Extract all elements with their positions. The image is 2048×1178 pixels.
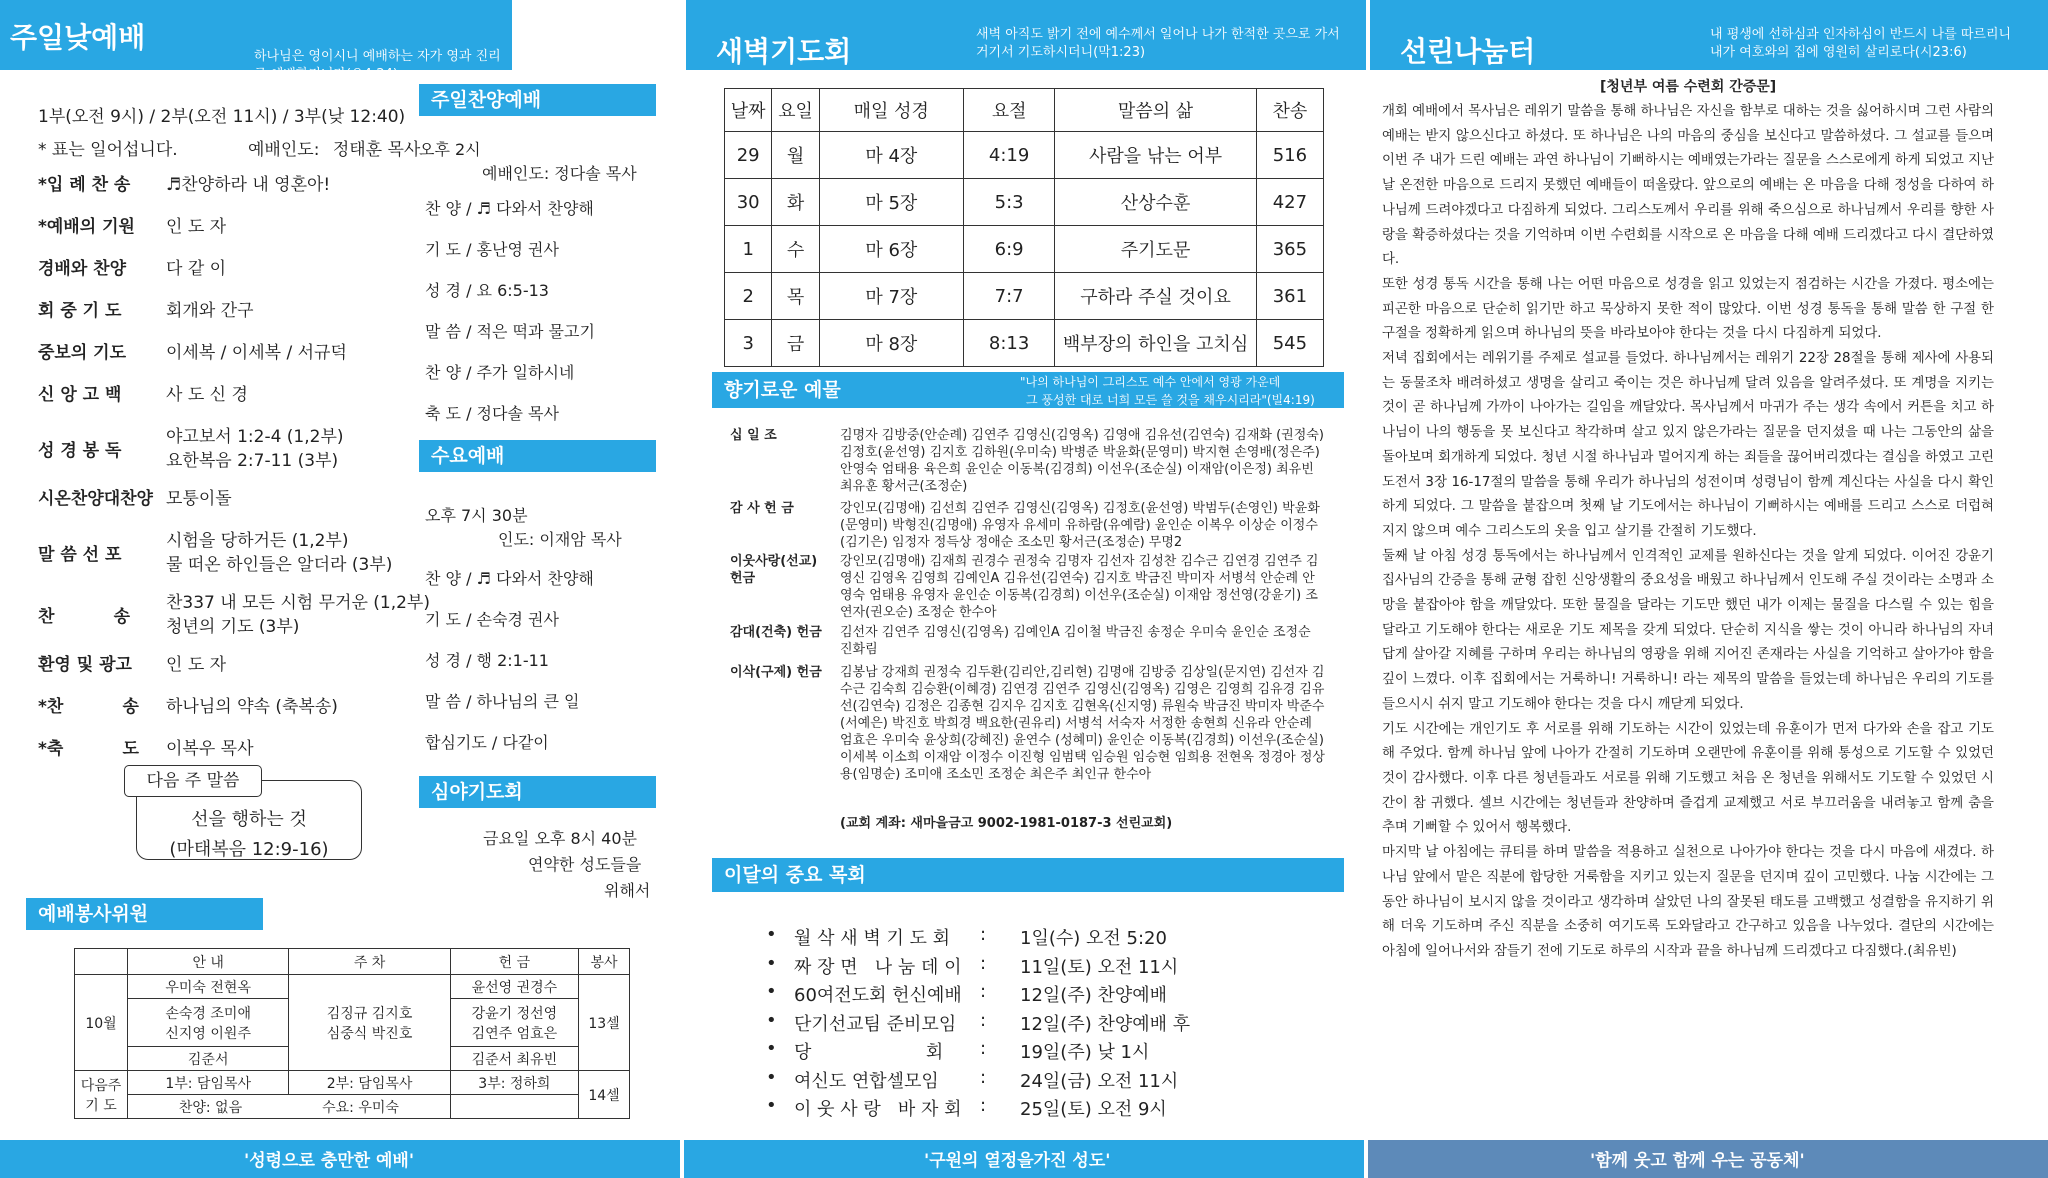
- event-bullet: •: [766, 1009, 777, 1031]
- order-label: *찬 송: [38, 697, 139, 717]
- svc-r1c1: 우미숙 전현옥: [128, 975, 289, 999]
- event-colon: :: [980, 924, 987, 945]
- dawn-cell: 마 6장: [819, 226, 963, 273]
- night-line-3: 위해서: [604, 881, 651, 900]
- service-item: 말 씀 / 하나님의 큰 일: [425, 692, 580, 711]
- service-item: 찬 양 / ♬ 다와서 찬양해: [425, 199, 594, 218]
- svc-n4-n5: [128, 1095, 451, 1119]
- dawn-cell: 마 8장: [819, 320, 963, 367]
- offering-group: [730, 664, 1330, 782]
- worship-leader: [248, 135, 420, 160]
- testimony-paragraph: 마지막 날 아침에는 큐티를 하며 말씀을 적용하고 실천으로 나아가야 한다는 것을 다시 마음에 새겼다. 하나님 앞에서 맡은 직분에 합당한 거룩함을 지키고 있는지 질문을 던지며 깊이 고민했다. 나눔 시간에는 그동안 하나님이 보시지 않을 것이라고 생각하며 살았던 나의 잘못된 태도를 고백했고 성결함을 유지하기 위해 더욱 기도하며 주신 직분을 소중히 여기도록 도와달라고 간구하고 있음을 나누었다. 결단의 시간에는 아침에 일어나서와 잠들기 전에 기도로 하루의 시작과 끝을 하나님께 드리겠다고 다짐했다.(최유빈): [1382, 845, 1994, 959]
- offering-title: 향기로운 예물: [712, 372, 1344, 408]
- svc-n1: 1부: 담임목사: [128, 1071, 289, 1095]
- order-value: ♬찬양하라 내 영혼아!: [166, 175, 331, 195]
- event-colon: :: [980, 1066, 987, 1088]
- event-bullet: •: [766, 924, 777, 945]
- night-prayer-title: 심야기도회: [419, 776, 656, 808]
- order-value: 야고보서 1:2-4 (1,2부): [166, 427, 344, 447]
- event-date: 19일(주) 낮 1시: [1020, 1042, 1150, 1063]
- svc-month: 10월: [75, 975, 128, 1071]
- dawn-cell: 1: [725, 226, 772, 273]
- svc-n3: 3부: 정하희: [450, 1071, 578, 1095]
- leader-label: 예배인도:: [248, 140, 320, 160]
- order-value-2: 요한복음 2:7-11 (3부): [166, 451, 339, 471]
- praise-leader: 예배인도: 정다솔 목사: [482, 164, 637, 183]
- order-label: 성 경 봉 독: [38, 441, 122, 461]
- order-label: *예배의 기원: [38, 217, 135, 237]
- dawn-cell: 사람을 낚는 어부: [1055, 132, 1257, 179]
- order-row: [38, 338, 408, 376]
- event-name: 짜 장 면 나 눔 데 이: [794, 956, 962, 978]
- svc-r2c1: [128, 999, 289, 1047]
- event-name: 월 삭 새 벽 기 도 회: [794, 928, 951, 949]
- event-bullet: •: [766, 952, 777, 974]
- order-row: [38, 422, 408, 476]
- event-name: 당 회: [794, 1042, 944, 1063]
- worship-times: 1부(오전 9시) / 2부(오전 11시) / 3부(낮 12:40): [38, 107, 406, 127]
- event-colon: :: [980, 952, 987, 974]
- event-name: 60여전도회 헌신예배: [794, 985, 962, 1006]
- dawn-row: [725, 273, 1324, 320]
- event-bullet: •: [766, 1038, 777, 1059]
- offering-group-names: 김선자 김연주 김영신(김영옥) 김예인A 김이철 박금진 송정순 우미숙 윤인순 조정순 진화림: [840, 625, 1311, 657]
- dawn-header-cell: 매일 성경: [819, 89, 963, 132]
- dawn-cell: 수: [772, 226, 819, 273]
- svc-h1: 안 내: [128, 949, 289, 975]
- dawn-cell: 화: [772, 179, 819, 226]
- svc-n4: 찬양: 없음: [178, 1099, 243, 1116]
- service-item: 말 씀 / 적은 떡과 물고기: [425, 322, 595, 341]
- dawn-cell: 2: [725, 273, 772, 320]
- col3-header: [1370, 0, 2048, 70]
- order-value: 이세복 / 이세복 / 서규덕: [166, 343, 347, 363]
- order-row: [38, 526, 408, 580]
- dawn-cell: 8:13: [963, 320, 1054, 367]
- dawn-row: [725, 226, 1324, 273]
- offering-group-label: 감 사 헌 금: [730, 501, 794, 516]
- order-label: *축 도: [38, 739, 139, 759]
- order-value: 이복우 목사: [166, 739, 254, 759]
- service-item: 기 도 / 손숙경 권사: [425, 610, 559, 629]
- wednesday-time: 오후 7시 30분: [425, 506, 528, 525]
- svc-h4: 봉사: [579, 949, 630, 975]
- order-value: 모퉁이돌: [166, 489, 232, 509]
- event-date: 1일(수) 오전 5:20: [1020, 928, 1167, 949]
- order-value: 다 같 이: [166, 259, 227, 279]
- dawn-cell: 30: [725, 179, 772, 226]
- svc-next-b: 기 도: [85, 1097, 117, 1114]
- svc-r2c2: [289, 975, 450, 1071]
- testimony-subtitle: [청년부 여름 수련회 간증문]: [1600, 79, 1777, 95]
- offering-group-names: 김봉남 강재희 권정숙 김두환(김리안,김리현) 김명애 김방중 김상일(문지연) 김선자 김수근 김숙희 김승환(이혜경) 김연경 김연주 김영신(김영옥) 김영은 김영희 김유경 김유선(김연숙) 김정은 김종현 김지우 김지호 김현옥(신지영) 류원숙 박금진 박미자 박준수(서예은) 박진호 박희경 백요한(권유리) 서병석 서숙자 서정한 송현희 신유라 안순례 엄효은 우미숙 윤상희(강혜진) 윤연수 (성혜미) 윤인순 이동복(김경희) 이선우(조순실) 이세복 이소희 이재암 이정수 이진형 임범택 임승원 임승현 임희용 전현옥 정경아 정상용(임명순) 조미애 조소민 조정순 최은주 최인규 한수아: [840, 665, 1325, 782]
- service-item: 성 경 / 행 2:1-11: [425, 651, 549, 670]
- order-value: 찬337 내 모든 시험 무거운 (1,2부): [166, 593, 430, 613]
- svc-cell2: 14셀: [579, 1071, 630, 1119]
- dawn-cell: 금: [772, 320, 819, 367]
- order-label: 찬 송: [38, 607, 131, 627]
- night-line-2: 연약한 성도들을: [528, 855, 642, 874]
- order-row: [38, 650, 408, 688]
- dawn-cell: 백부장의 하인을 고치심: [1055, 320, 1257, 367]
- event-bullet: •: [766, 981, 777, 1002]
- order-row: [38, 254, 408, 292]
- order-row: [38, 484, 408, 522]
- order-value-2: 청년의 기도 (3부): [166, 617, 300, 637]
- testimony-paragraph: 또한 성경 통독 시간을 통해 나는 어떤 마음으로 성경을 읽고 있었는지 점검하는 시간을 가졌다. 평소에는 피곤한 마음으로 단순히 읽기만 하고 묵상하지 못한 적이 많았다. 이번 성경 통독을 통해 말씀 한 구절 한 구절을 정확하게 읽으며 하나님의 뜻을 바라보아야 한다는 것을 다시 다짐하게 되었다.: [1382, 276, 1994, 342]
- col2-footer: '구원의 열정을가진 성도': [924, 1151, 1111, 1171]
- offering-group: [730, 427, 1330, 494]
- event-bullet: •: [766, 1095, 777, 1116]
- order-label: *입 례 찬 송: [38, 175, 131, 195]
- svc-r2c3: [450, 999, 578, 1047]
- dawn-cell: 목: [772, 273, 819, 320]
- event-name: 여신도 연합셀모임: [794, 1070, 939, 1092]
- testimony-paragraph: 기도 시간에는 개인기도 후 서로를 위해 기도하는 시간이 있었는데 유훈이가 먼저 다가와 손을 잡고 기도해 주었다. 함께 하나님 앞에 나아가 간절히 기도하며 오랜만에 유훈이를 위해 통성으로 기도할 수 있었던 것이 감사했다. 이후 다른 청년들과도 서로를 위해 기도했고 처음 온 청년을 위해서도 기도할 수 있었던 시간이 참 귀했다. 셀브 시간에는 청년들과 찬양하며 즐겁게 교제했고 서로 부끄러움을 내려놓고 함께 춤을 추며 기뻐할 수 있어서 행복했다.: [1382, 721, 1994, 836]
- col3-footer: '함께 웃고 함께 우는 공동체': [1590, 1151, 1805, 1171]
- col3-verse-1: 내 평생에 선하심과 인자하심이 반드시 나를 따르리니: [1710, 27, 2012, 42]
- svc-next-a: 다음주: [80, 1077, 122, 1094]
- leader-name: 정태훈 목사: [332, 140, 421, 160]
- event-name: 단기선교팀 준비모임: [794, 1013, 957, 1035]
- service-item: 합심기도 / 다같이: [425, 733, 549, 752]
- dawn-cell: 마 5장: [819, 179, 963, 226]
- event-colon: :: [980, 1009, 987, 1031]
- service-item: 축 도 / 정다솔 목사: [425, 404, 559, 423]
- dawn-cell: 월: [772, 132, 819, 179]
- event-date: 25일(토) 오전 9시: [1020, 1099, 1167, 1120]
- order-label: 신 앙 고 백: [38, 385, 122, 405]
- dawn-row: [725, 132, 1324, 179]
- dawn-cell: 361: [1256, 273, 1323, 320]
- offering-group-label: 감대(건축) 헌금: [730, 625, 822, 640]
- offering-account: (교회 계좌: 새마을금고 9002-1981-0187-3 선린교회): [840, 816, 1173, 831]
- wednesday-title: 수요예배: [419, 440, 656, 472]
- dawn-header-cell: 말씀의 삶: [1055, 89, 1257, 132]
- dawn-cell: 427: [1256, 179, 1323, 226]
- svc-r1c3: 윤선영 권경수: [450, 975, 578, 999]
- dawn-header-cell: 날짜: [725, 89, 772, 132]
- service-item: 찬 양 / 주가 일하시네: [425, 363, 575, 382]
- svc-n2: 2부: 담임목사: [289, 1071, 450, 1095]
- col1-header: [0, 0, 512, 82]
- order-value: 사 도 신 경: [166, 385, 248, 405]
- offering-group: [730, 553, 1330, 620]
- dawn-cell: 7:7: [963, 273, 1054, 320]
- service-item: 찬 양 / ♬ 다와서 찬양해: [425, 569, 594, 588]
- col2-title: 새벽기도회: [716, 35, 852, 68]
- dawn-header-row: [725, 89, 1324, 132]
- svc-r2c2a: 김징규 김지호: [326, 1005, 413, 1022]
- next-week-ref: (마태복음 12:9-16): [169, 839, 329, 860]
- event-bullet: •: [766, 1066, 777, 1088]
- order-value-2: 물 떠온 하인들은 알더라 (3부): [166, 555, 393, 575]
- dawn-cell: 516: [1256, 132, 1323, 179]
- offering-group-names: 강인모(김명애) 김재희 권경수 권정숙 김명자 김선자 김성찬 김수근 김연경 김연주 김영신 김영옥 김영희 김예인A 김유선(김연숙) 김지호 박금진 박미자 서병석 안순례 안영숙 엄태용 유영자 윤인순 이동복(김경희) 이선우(조순실) 이재암 정선영(강윤기) 조연자(권오순) 조정순 한수아: [840, 554, 1319, 620]
- col3-footer-bar: [1368, 1140, 2048, 1178]
- service-item: 성 경 / 요 6:5-13: [425, 281, 549, 300]
- dawn-table: [724, 88, 1324, 367]
- order-label: 환영 및 광고: [38, 655, 132, 675]
- svc-next-label: [75, 1071, 128, 1119]
- dawn-cell: 4:19: [963, 132, 1054, 179]
- svc-cell1: 13셀: [579, 975, 630, 1071]
- dawn-cell: 마 7장: [819, 273, 963, 320]
- next-week-label: 다음 주 말씀: [124, 765, 262, 797]
- order-row: [38, 588, 430, 642]
- order-row: [38, 692, 408, 730]
- dawn-cell: 마 4장: [819, 132, 963, 179]
- order-row: [38, 170, 408, 208]
- event-date: 12일(주) 찬양예배 후: [1020, 1013, 1191, 1035]
- svc-n5: 수요: 우미숙: [322, 1099, 399, 1116]
- praise-time: 오후 2시: [419, 140, 481, 159]
- events-title: 이달의 중요 목회: [712, 858, 1344, 892]
- col1-title: 주일낮예배: [10, 21, 146, 54]
- service-table: [74, 948, 630, 1119]
- dawn-header-cell: 찬송: [1256, 89, 1323, 132]
- testimony-paragraph: 둘째 날 아침 성경 통독에서는 하나님께서 인격적인 교제를 원하신다는 것을 알게 되었다. 이어진 강윤기 집사님의 간증을 통해 균형 잡힌 신앙생활의 중요성을 배웠고 하나님께서 인도해 주실 것이라는 소명과 소망을 붙잡아야 함을 깨달았다. 또한 물질을 달라는 기도만 했던 내가 이제는 물질을 다스릴 수 있는 힘을 달라고 기도해야 한다는 새로운 기도 제목을 갖게 되었다. 단순히 지식을 쌓는 것이 아니라 하나님의 자녀답게 살아갈 지혜를 구하며 우리는 하나님의 영광을 위해 지어진 존재라는 사실을 기억하고 살아가야 함을 깊이 느꼈다. 이후 집회에서는 거룩하니! 거룩하니! 라는 제목의 말씀을 들었는데 하나님은 우리의 기도를 들으시시 쉬지 말고 기도해야 한다는 것을 다시 깨닫게 되었다.: [1382, 548, 1994, 712]
- order-label: 회 중 기 도: [38, 301, 122, 321]
- col2-verse-2: 거기서 기도하시더니(막1:23): [976, 45, 1146, 60]
- col3-verse-2: 내가 여호와의 집에 영원히 살리로다(시23:6): [1710, 45, 1967, 60]
- offering-group: [730, 500, 1330, 560]
- col2-footer-bar: [684, 1140, 1364, 1178]
- testimony-text: [1382, 100, 1994, 965]
- dawn-body: [725, 132, 1324, 367]
- offering-group-names: 강인모(김명애) 김선희 김연주 김영신(김영옥) 김정호(윤선영) 박범두(손영인) 박윤화(문영미) 박형진(김명애) 유영자 유세미 유하람(유예람) 윤인순 이복우 이상순 이정수(김기은) 임정자 정득상 정애순 조소민 황서근(조정순) 무명2: [840, 501, 1320, 550]
- offering-group-names: 김명자 김방중(안순례) 김연주 김영신(김영옥) 김영애 김유선(김연숙) 김재화 (권정숙) 김정호(윤선영) 김지호 김하원(우미숙) 박병준 박윤화(문영미) 박지현 손영배(정은주) 안영숙 엄태용 육은희 윤인순 이동복(김경희) 이선우(조순실) 이재암(이은정) 최유빈 최유훈 황서근(조정순): [840, 428, 1324, 494]
- order-value: 인 도 자: [166, 217, 227, 237]
- service-item: 기 도 / 홍난영 권사: [425, 240, 559, 259]
- col1-footer: '성령으로 충만한 예배': [244, 1151, 415, 1171]
- dawn-cell: 6:9: [963, 226, 1054, 273]
- dawn-cell: 29: [725, 132, 772, 179]
- event-date: 11일(토) 오전 11시: [1020, 956, 1179, 978]
- standing-note: * 표는 일어섭니다.: [38, 140, 178, 160]
- svc-r3c1: 김준서: [128, 1047, 289, 1071]
- col1-verse: 하나님은 영이시니 예배하는 자가 영과 진리로 예배할지니라(요4:24): [254, 49, 501, 82]
- order-value: 하나님의 약속 (축복송): [166, 697, 338, 717]
- dawn-row: [725, 320, 1324, 367]
- dawn-cell: 5:3: [963, 179, 1054, 226]
- dawn-cell: 주기도문: [1055, 226, 1257, 273]
- col2-header: [686, 0, 1366, 70]
- praise-title: 주일찬양예배: [419, 84, 656, 116]
- col2-verse-1: 새벽 아직도 밝기 전에 예수께서 일어나 나가 한적한 곳으로 가서: [976, 27, 1340, 42]
- order-label: 중보의 기도: [38, 343, 127, 363]
- event-colon: :: [980, 981, 987, 1002]
- testimony-paragraph: 개회 예배에서 목사님은 레위기 말씀을 통해 하나님은 자신을 함부로 대하는 것을 싫어하시며 그런 사람의 예배는 받지 않으신다고 하셨다. 또 하나님은 나의 마음의 중심을 보신다고 말씀하셨다. 그 설교를 들으며 이번 주 내가 드린 예배는 과연 하나님이 기뻐하시는 예배였는가라는 질문을 스스로에게 하게 되었고 지난날 온전한 마음으로 드리지 못했던 예배들이 떠올랐다. 앞으로의 예배는 온 마음을 다해 정성을 다하여 하나님께 드려야겠다고 다짐하게 되었다. 그리스도께서 우리를 위해 죽으심으로 하나님께서 우리를 향한 사랑을 확증하셨다는 것을 기억하며 이번 수련회를 시작으로 온 마음을 다해 예배 드리겠다고 다시 결단하였다.: [1382, 104, 1994, 268]
- event-date: 12일(주) 찬양예배: [1020, 985, 1167, 1006]
- offering-verse-1: "나의 하나님이 그리스도 예수 안에서 영광 가운데: [1020, 375, 1281, 389]
- testimony-paragraph: 저녁 집회에서는 레위기를 주제로 설교를 들었다. 하나님께서는 레위기 22장 28절을 통해 제사에 사용되는 동물조차 배려하셨고 생명을 살리고 죽이는 것은 하나님께 달려 있음을 알려주셨다. 또 계명을 지키는 것이 곧 하나님께 가까이 나아가는 길임을 깨달았다. 목사님께서 마귀가 주는 생각 속에서 커튼을 치고 하나님이 나의 행동을 못 보신다고 착각하며 살고 있지 않은가라는 질문을 던지셨을 때 나는 그동안의 삶을 돌아보며 회개하게 되었다. 청년 시절 하나님과 멀어지게 하는 죄들을 끊어버리겠다는 결심을 하였고 고린도전서 3장 16-17절의 말씀을 통해 우리가 하나님의 성전이며 성령님이 함께 계신다는 사실을 다시 확인하게 되었다. 그 말씀을 붙잡으며 첫째 날 기도에서는 하나님이 기뻐하시는 예배를 드리고 스스로 더럽혀지지 않으며 예수 그리스도의 옷을 입고 살기를 간절히 기도했다.: [1382, 351, 1994, 539]
- svc-h3: 헌 금: [450, 949, 578, 975]
- event-colon: :: [980, 1038, 987, 1059]
- event-colon: :: [980, 1095, 987, 1116]
- order-row: [38, 212, 408, 250]
- order-value: 시험을 당하거든 (1,2부): [166, 531, 349, 551]
- next-week-title: 선을 행하는 것: [191, 809, 307, 830]
- svc-r2c1b: 신지영 이원주: [165, 1025, 251, 1042]
- service-title: 예배봉사위원: [26, 898, 263, 930]
- svc-r2c1a: 손숙경 조미애: [165, 1005, 251, 1022]
- offering-verse-2: 그 풍성한 대로 너희 모든 쓸 것을 채우시리라"(빌4:19): [1026, 393, 1315, 407]
- svc-h2: 주 차: [289, 949, 450, 975]
- dawn-cell: 3: [725, 320, 772, 367]
- order-label: 시온찬양대찬양: [38, 489, 153, 509]
- col3-title: 선린나눔터: [1400, 35, 1536, 68]
- order-row: [38, 296, 408, 334]
- offering-group-label: 십 일 조: [730, 428, 777, 443]
- dawn-header-cell: 요절: [963, 89, 1054, 132]
- offering-group-label: 이웃사랑(선교) 헌금: [730, 554, 818, 586]
- order-value: 인 도 자: [166, 655, 227, 675]
- offering-group-label: 이삭(구제) 헌금: [730, 665, 822, 680]
- svc-r2c3b: 김연주 엄효은: [471, 1025, 558, 1042]
- event-name: 이 웃 사 랑 바 자 회: [794, 1099, 962, 1120]
- event-date: 24일(금) 오전 11시: [1020, 1070, 1179, 1092]
- order-label: 말 씀 선 포: [38, 545, 122, 565]
- dawn-row: [725, 179, 1324, 226]
- dawn-header-cell: 요일: [772, 89, 819, 132]
- svc-r2c2b: 심중식 박진호: [326, 1025, 413, 1042]
- svc-r3c3: 김준서 최유빈: [450, 1047, 578, 1071]
- order-value: 회개와 간구: [166, 301, 254, 321]
- dawn-cell: 365: [1256, 226, 1323, 273]
- col1-footer-bar: [0, 1140, 680, 1178]
- svc-r2c3a: 강윤기 정선영: [471, 1005, 558, 1022]
- order-row: [38, 380, 408, 418]
- dawn-cell: 545: [1256, 320, 1323, 367]
- dawn-cell: 산상수훈: [1055, 179, 1257, 226]
- dawn-cell: 구하라 주실 것이요: [1055, 273, 1257, 320]
- night-line-1: 금요일 오후 8시 40분: [483, 829, 637, 848]
- wednesday-leader: 인도: 이재암 목사: [498, 530, 622, 549]
- order-label: 경배와 찬양: [38, 259, 127, 279]
